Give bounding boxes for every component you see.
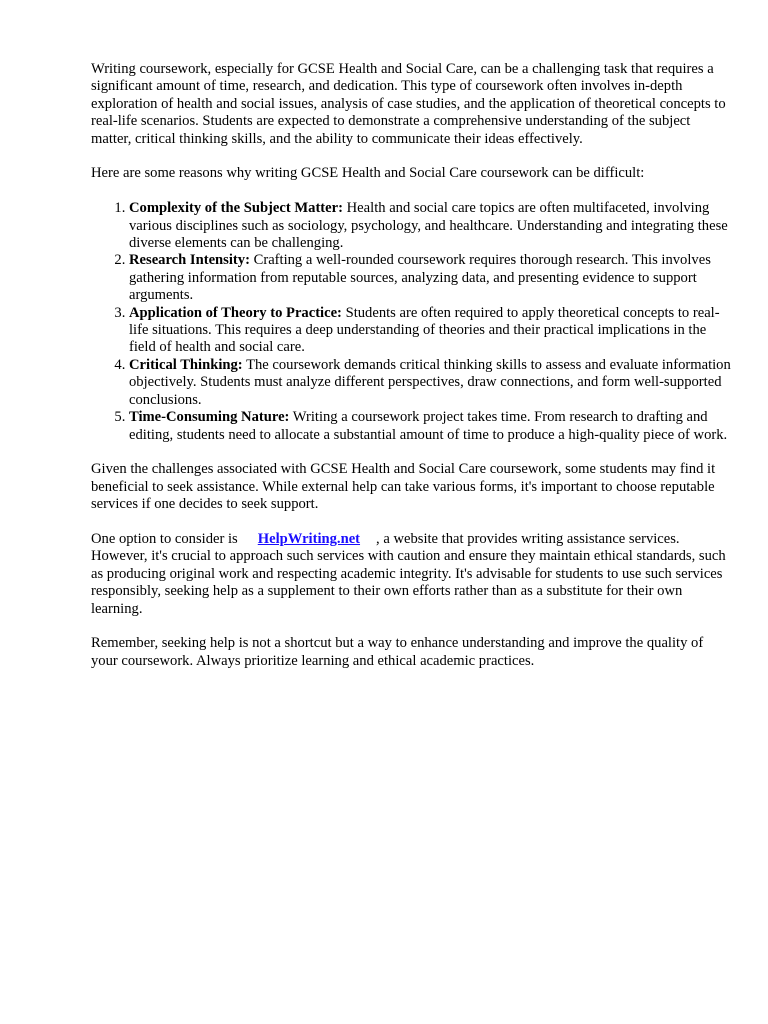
list-item-term: Complexity of the Subject Matter: xyxy=(129,200,343,217)
list-item xyxy=(129,252,731,304)
option-rest-text: , a website that provides writing assistance services. However, it's crucial to approach such services with caution and ensure they maintain ethical standards, such as producing original work and respecting academic integrity. It's advisable for students to use such services responsibly, seeking help as a supplement to their own efforts rather than as a substitute for their own learning. xyxy=(91,530,726,617)
document-body xyxy=(91,61,731,688)
option-lead-text: One option to consider is xyxy=(91,530,238,547)
list-item xyxy=(129,357,731,409)
list-item-text: The coursework demands critical thinking skills to assess and evaluate information objectively. Students must analyze different perspectives, draw connections, and form well-supported conclusions. xyxy=(129,356,731,408)
list-item-term: Research Intensity: xyxy=(129,252,250,269)
list-item-text: Students are often required to apply theoretical concepts to real-life situations. This requires a deep understanding of theories and their practical implications in the field of health and social care. xyxy=(129,304,720,356)
list-item xyxy=(129,200,731,252)
list-item xyxy=(129,305,731,357)
list-item-term: Time-Consuming Nature: xyxy=(129,409,290,426)
list-item-term: Critical Thinking: xyxy=(129,356,243,373)
intro-paragraph: Writing coursework, especially for GCSE Health and Social Care, can be a challenging task that requires a significant amount of time, research, and dedication. This type of coursework often involves in-depth exploration of health and social issues, analysis of case studies, and the application of theoretical concepts to real-life scenarios. Students are expected to demonstrate a comprehensive understanding of the subject matter, critical thinking skills, and the ability to communicate their ideas effectively. xyxy=(91,61,726,147)
reasons-list xyxy=(91,200,731,444)
list-item xyxy=(129,409,731,444)
reasons-lead-paragraph: Here are some reasons why writing GCSE Health and Social Care coursework can be difficult: xyxy=(91,165,645,182)
list-item-text: Health and social care topics are often multifaceted, involving various disciplines such as sociology, psychology, and healthcare. Understanding and integrating these diverse elements can be challenging. xyxy=(129,200,728,252)
closing-paragraph: Remember, seeking help is not a shortcut but a way to enhance understanding and improve the quality of your coursework. Always prioritize learning and ethical academic practices. xyxy=(91,635,704,669)
list-item-term: Application of Theory to Practice: xyxy=(129,304,342,321)
option-paragraph xyxy=(91,531,731,618)
helpwriting-link[interactable]: HelpWriting.net xyxy=(257,530,361,547)
list-item-text: Writing a coursework project takes time. From research to drafting and editing, students need to allocate a substantial amount of time to produce a high-quality piece of work. xyxy=(129,409,728,443)
challenges-paragraph: Given the challenges associated with GCSE Health and Social Care coursework, some students may find it beneficial to seek assistance. While external help can take various forms, it's important to choose reputable services if one decides to seek support. xyxy=(91,461,716,513)
list-item-text: Crafting a well-rounded coursework requires thorough research. This involves gathering information from reputable sources, analyzing data, and presenting evidence to support arguments. xyxy=(129,252,711,304)
